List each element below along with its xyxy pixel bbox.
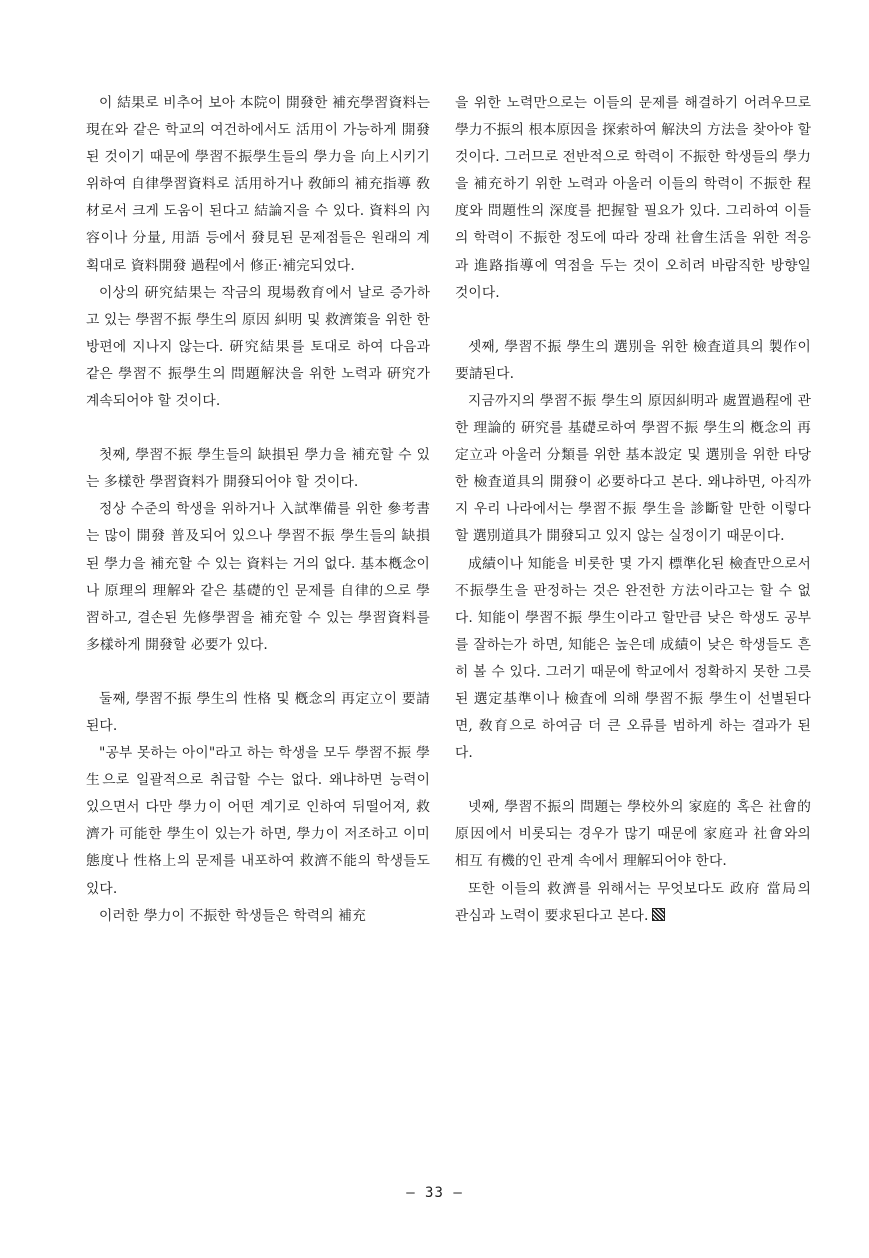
- left-column: [86, 90, 430, 930]
- paragraph: 이러한 學力이 不振한 학생들은 학력의 補充: [99, 907, 366, 924]
- section-heading-paragraph: 넷째, 學習不振의 問題는 學校外의 家庭的 혹은 社會的 原因에서 비롯되는 경우가 많기 때문에 家庭과 社會와의 相互 有機的인 관계 속에서 理解되어야 한다.: [455, 799, 811, 870]
- paragraph: [455, 876, 811, 930]
- paragraph: 을 위한 노력만으로는 이들의 문제를 해결하기 어려우므로 學力不振의 根本原因을 探索하여 解決의 方法을 찾아야 할 것이다. 그러므로 전반적으로 학력이 不振한 학생들의 學力을 補充하기 위한 노력과 아울러 이들의 학력이 不振한 程度와 問題性의 深度를 把握할 필요가 있다. 그리하여 이들의 학력이 不振한 정도에 따라 장래 社會生活을 위한 적응과 進路指導에 역점을 두는 것이 오히려 바람직한 방향일 것이다.: [455, 95, 811, 301]
- paragraph-gap: [86, 659, 430, 686]
- paragraph: 成績이나 知能을 비롯한 몇 가지 標準化된 檢査만으로서 不振學生을 판정하는 것은 완전한 方法이라고는 할 수 없다. 知能이 學習不振 學生이라고 할만큼 낮은 학생도 공부를 잘하는가 하면, 知能은 높은데 成績이 낮은 학생들도 흔히 볼 수 있다. 그러기 때문에 학교에서 정확하지 못한 그릇된 選定基準이나 檢査에 의해 學習不振 學生이 선별된다면, 敎育으로 하여금 더 큰 오류를 범하게 하는 결과가 된다.: [455, 555, 811, 762]
- paragraph: "공부 못하는 아이"라고 하는 학생을 모두 學習不振 學生으로 일괄적으로 취급할 수는 없다. 왜냐하면 능력이 있으면서 다만 學力이 어떤 계기로 인하여 뒤떨어져, 救濟가 可能한 學生이 있는가 하면, 學力이 저조하고 이미 態度나 性格上의 문제를 내포하여 救濟不能의 학생들도 있다.: [86, 745, 430, 897]
- paragraph-gap: [86, 415, 430, 442]
- paragraph: 이상의 硏究結果는 작금의 現場敎育에서 날로 증가하고 있는 學習不振 學生의 原因 糾明 및 救濟策을 위한 한 방편에 지나지 않는다. 硏究結果를 토대로 하여 다음과 같은 學習不 振學生의 問題解決을 위한 노력과 硏究가 계속되어야 할 것이다.: [86, 284, 430, 410]
- paragraph-gap: [455, 307, 811, 334]
- right-column: [455, 90, 811, 930]
- paragraph: 정상 수준의 학생을 위하거나 入試準備를 위한 參考書는 많이 開發 普及되어 있으나 學習不振 學生들의 缺損된 學力을 補充할 수 있는 資料는 거의 없다. 基本槪念이나 原理의 理解와 같은 基礎的인 문제를 自律的으로 學習하고, 결손된 先修學習을 補充할 수 있는 學習資料를 多樣하게 開發할 必要가 있다.: [86, 501, 430, 653]
- paragraph: 이 結果로 비추어 보아 本院이 開發한 補充學習資料는 現在와 같은 학교의 여건하에서도 活用이 가능하게 開發된 것이기 때문에 學習不振學生들의 學力을 向上시키기 위하여 自律學習資料로 活用하거나 敎師의 補充指導 敎材로서 크게 도움이 된다고 結論지을 수 있다. 資料의 內容이나 分量, 用語 등에서 發見된 문제점들은 원래의 계획대로 資料開發 過程에서 修正·補完되었다.: [86, 95, 430, 274]
- section-heading-paragraph: 첫째, 學習不振 學生들의 缺損된 學力을 補充할 수 있는 多樣한 學習資料가 開發되어야 할 것이다.: [86, 447, 430, 491]
- closing-sentence: 또한 이들의 救濟를 위해서는 무엇보다도 政府 當局의 관심과 노력이 要求된다고 본다.: [455, 880, 811, 924]
- section-heading-paragraph: 셋째, 學習不振 學生의 選別을 위한 檢査道具의 製作이 要請된다.: [455, 338, 811, 382]
- section-heading-paragraph: 둘째, 學習不振 學生의 性格 및 槪念의 再定立이 要請된다.: [86, 690, 430, 734]
- paragraph: 지금까지의 學習不振 學生의 原因糾明과 處置過程에 관한 理論的 硏究를 基礎로하여 學習不振 學生의 槪念의 再定立과 아울러 分類를 위한 基本設定 및 選別을 위한 타당한 檢査道具의 開發이 必要하다고 본다. 왜냐하면, 아직까지 우리 나라에서는 學習不振 學生을 診斷할 만한 이렇다할 選別道具가 開發되고 있지 않는 실정이기 때문이다.: [455, 392, 811, 545]
- end-mark-icon: [652, 908, 665, 921]
- paragraph-gap: [455, 767, 811, 794]
- page-number: — 33 —: [406, 1185, 463, 1201]
